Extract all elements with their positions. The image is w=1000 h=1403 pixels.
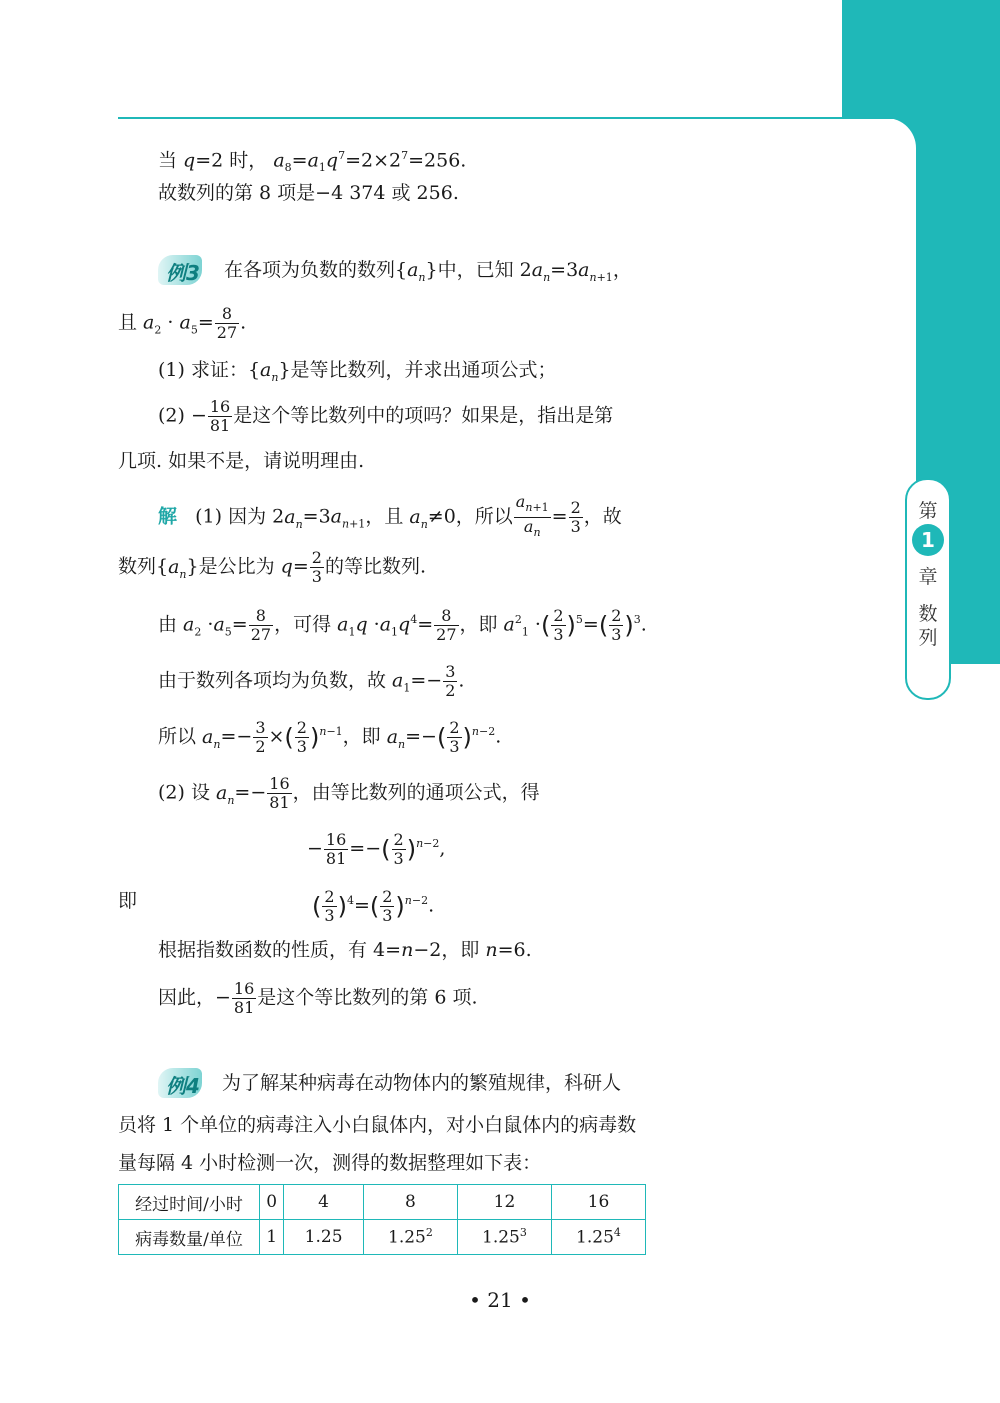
solution-label-ji: 即 xyxy=(118,890,138,912)
table-cell: 1.25 xyxy=(284,1220,364,1255)
solution-line: ( $\frac{2}{3}$ )$^4$=( $\frac{2}{3}$ )$^{n-2}$. xyxy=(312,887,435,925)
table-cell: 1.25$^3$ xyxy=(457,1220,551,1255)
solution-line: 所以 $a_n=-$ $\frac{3}{2}$ ×( $\frac{2}{3}$ )$^{n-1}$，即 $a_n=-$( $\frac{2}{3}$ )$^{n-2}$. xyxy=(158,718,502,756)
text-line: 故数列的第 8 项是−4 374 或 256. xyxy=(158,182,459,204)
chapter-title: 数 列 xyxy=(918,603,938,649)
solution-line: 根据指数函数的性质，有 4=n−2，即 n=6. xyxy=(158,939,532,961)
chapter-suffix: 章 xyxy=(918,566,938,588)
solution-line: 由 $a_2 \cdot a_5=$ $\frac{8}{27}$ ，可得 $a_1q \cdot a_1q^4=$ $\frac{8}{27}$ ，即 $a^2_1$ ·( $\frac{2}{3}$ )$^5$=( $\frac{2}{3}$ )$^3$. xyxy=(158,606,647,644)
solution-line: 解 (1) 因为 $2a_n=3a_{n+1}$，且 $a_n\ne 0$，所以 $\frac{a_{n+1}}{a_n}$ = $\frac{2}{3}$ ，故 xyxy=(158,492,622,540)
question-1: (1) 求证：$\{a_n\}$是等比数列，并求出通项公式； xyxy=(158,359,557,384)
example-statement: 量每隔 4 小时检测一次，测得的数据整理如下表： xyxy=(118,1152,542,1174)
table-cell: 1.25$^4$ xyxy=(551,1220,645,1255)
table-cell: 1.25$^2$ xyxy=(363,1220,457,1255)
table-row xyxy=(119,1220,646,1255)
table-cell: 0 xyxy=(260,1185,284,1220)
table-cell: 4 xyxy=(284,1185,364,1220)
page-number: • 21 • xyxy=(469,1288,531,1312)
solution-line: 数列$\{a_n\}$是公比为 q= $\frac{2}{3}$ 的等比数列. xyxy=(118,548,426,586)
table-cell: 经过时间/小时 xyxy=(119,1185,260,1220)
table-cell: 12 xyxy=(457,1185,551,1220)
top-rule xyxy=(118,117,916,119)
example-badge: 例4 xyxy=(158,1068,202,1098)
solution-label: 解 xyxy=(158,505,178,528)
chapter-tab xyxy=(905,478,951,700)
solution-line: 由于数列各项均为负数，故 $a_1=-$ $\frac{3}{2}$ . xyxy=(158,662,465,700)
example-statement: 在各项为负数的数列$\{a_n\}$中，已知 $2a_n=3a_{n+1}$， xyxy=(224,259,632,284)
solution-line: (2) 设 $a_n=-$ $\frac{16}{81}$ ，由等比数列的通项公式，得 xyxy=(158,774,540,812)
table-cell: 16 xyxy=(551,1185,645,1220)
chapter-number: 1 xyxy=(912,524,944,556)
table-cell: 病毒数量/单位 xyxy=(119,1220,260,1255)
virus-data-table xyxy=(118,1184,646,1255)
table-row xyxy=(119,1185,646,1220)
table-cell: 1 xyxy=(260,1220,284,1255)
example-statement: 为了解某种病毒在动物体内的繁殖规律，科研人 xyxy=(222,1072,622,1094)
text-line: 当 q=2 时， $a_8=a_1q^7=2\times 2^7=256$. xyxy=(158,149,467,175)
chapter-prefix: 第 xyxy=(918,500,938,522)
solution-line: 因此，− $\frac{16}{81}$ 是这个等比数列的第 6 项. xyxy=(158,979,478,1017)
solution-line: − $\frac{16}{81}$ =−( $\frac{2}{3}$ )$^{n-2}$, xyxy=(307,830,446,868)
example-badge: 例3 xyxy=(158,255,202,285)
question-2: (2) − $\frac{16}{81}$ 是这个等比数列中的项吗？如果是，指出是第 xyxy=(158,397,614,435)
example-statement: 且 $a_2 \cdot a_5=$ $\frac{8}{27}$ . xyxy=(118,304,247,342)
example-statement: 员将 1 个单位的病毒注入小白鼠体内，对小白鼠体内的病毒数 xyxy=(118,1114,637,1136)
table-cell: 8 xyxy=(363,1185,457,1220)
question-2: 几项. 如果不是，请说明理由. xyxy=(118,450,365,472)
